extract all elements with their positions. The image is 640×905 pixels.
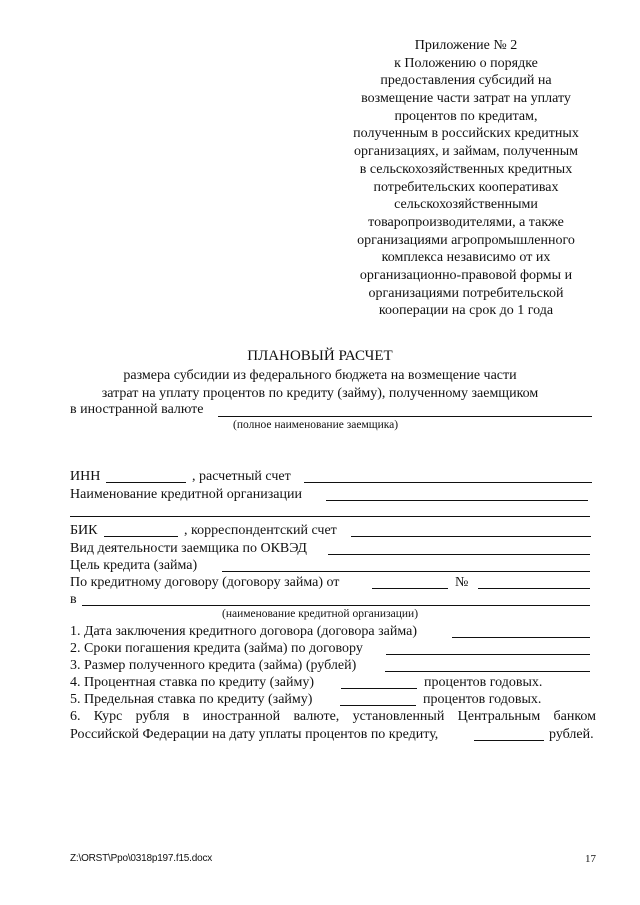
appendix-line: процентов по кредитам,: [394, 108, 538, 124]
number-sign: №: [455, 575, 469, 590]
contract-number-field[interactable]: [478, 588, 590, 589]
lending-bank-field[interactable]: [82, 605, 590, 606]
item-6-suffix: рублей.: [549, 727, 594, 742]
item-2-label: 2. Сроки погашения кредита (займа) по договору: [70, 641, 363, 656]
appendix-header: [326, 37, 606, 320]
item-6-field[interactable]: [474, 740, 544, 741]
item-4-field[interactable]: [341, 688, 417, 689]
item-3-field[interactable]: [385, 671, 590, 672]
item-3-label: 3. Размер полученного кредита (займа) (рублей): [70, 658, 357, 673]
purpose-label: Цель кредита (займа): [70, 558, 198, 573]
appendix-line: комплекса независимо от их: [381, 250, 551, 266]
footer-file-path: Z:\ORST\Ppo\0318p197.f15.docx: [70, 853, 213, 864]
contract-date-field[interactable]: [372, 588, 448, 589]
appendix-line: сельскохозяйственными: [394, 197, 538, 213]
bank-name-field[interactable]: [326, 500, 588, 501]
bank-hint: (наименование кредитной организации): [222, 608, 419, 620]
item-5-field[interactable]: [340, 705, 416, 706]
appendix-line: полученным в российских кредитных: [353, 126, 579, 142]
in-label: в: [70, 592, 77, 607]
borrower-hint: (полное наименование заемщика): [233, 419, 399, 431]
corr-account-label: , корреспондентский счет: [184, 523, 337, 538]
item-4-label: 4. Процентная ставка по кредиту (займу): [70, 675, 314, 690]
corr-account-field[interactable]: [351, 536, 591, 537]
account-label: , расчетный счет: [192, 469, 291, 484]
purpose-field[interactable]: [222, 571, 590, 572]
item-5-suffix: процентов годовых.: [423, 692, 542, 707]
activity-label: Вид деятельности заемщика по ОКВЭД: [70, 541, 307, 556]
appendix-line: организационно-правовой формы и: [359, 267, 573, 283]
appendix-line: потребительских кооперативах: [373, 179, 559, 195]
bank-name-label: Наименование кредитной организации: [70, 487, 302, 502]
account-field[interactable]: [304, 482, 592, 483]
appendix-line: предоставления субсидий на: [380, 73, 552, 89]
inn-field[interactable]: [106, 482, 186, 483]
appendix-line: Приложение № 2: [414, 38, 518, 53]
item-5-label: 5. Предельная ставка по кредиту (займу): [70, 692, 313, 707]
item-4-suffix: процентов годовых.: [424, 675, 543, 690]
inn-label: ИНН: [70, 469, 101, 484]
bik-field[interactable]: [104, 536, 178, 537]
borrower-name-field[interactable]: [218, 416, 592, 417]
appendix-line: в сельскохозяйственных кредитных: [359, 161, 573, 177]
item-2-field[interactable]: [386, 654, 590, 655]
bank-name-field-continued[interactable]: [70, 516, 590, 517]
appendix-line: кооперации на срок до 1 года: [378, 303, 554, 319]
appendix-line: возмещение части затрат на уплату: [361, 91, 571, 107]
document-title: ПЛАНОВЫЙ РАСЧЕТ: [247, 348, 393, 364]
appendix-line: товаропроизводителями, а также: [368, 214, 564, 230]
document-subtitle: размера субсидии из федерального бюджета на возмещение части: [123, 368, 517, 383]
appendix-line: организациях, и займам, полученным: [354, 144, 578, 160]
item-1-label: 1. Дата заключения кредитного договора (договора займа): [70, 624, 418, 639]
activity-field[interactable]: [328, 554, 590, 555]
item-1-field[interactable]: [452, 637, 590, 638]
borrower-prefix: в иностранной валюте: [70, 402, 204, 417]
appendix-line: организациями агропромышленного: [357, 232, 575, 248]
item-6-line-1: 6. Курс рубля в иностранной валюте, установленный Центральным банком: [70, 709, 596, 724]
appendix-line: к Положению о порядке: [394, 55, 538, 71]
document-subtitle: затрат на уплату процентов по кредиту (займу), полученному заемщиком: [101, 386, 539, 401]
item-6-line-2: Российской Федерации на дату уплаты процентов по кредиту,: [70, 727, 439, 742]
page-number: 17: [585, 853, 596, 865]
appendix-line: организациями потребительской: [368, 285, 564, 301]
bik-label: БИК: [70, 523, 98, 538]
contract-label: По кредитному договору (договору займа) от: [70, 575, 340, 590]
